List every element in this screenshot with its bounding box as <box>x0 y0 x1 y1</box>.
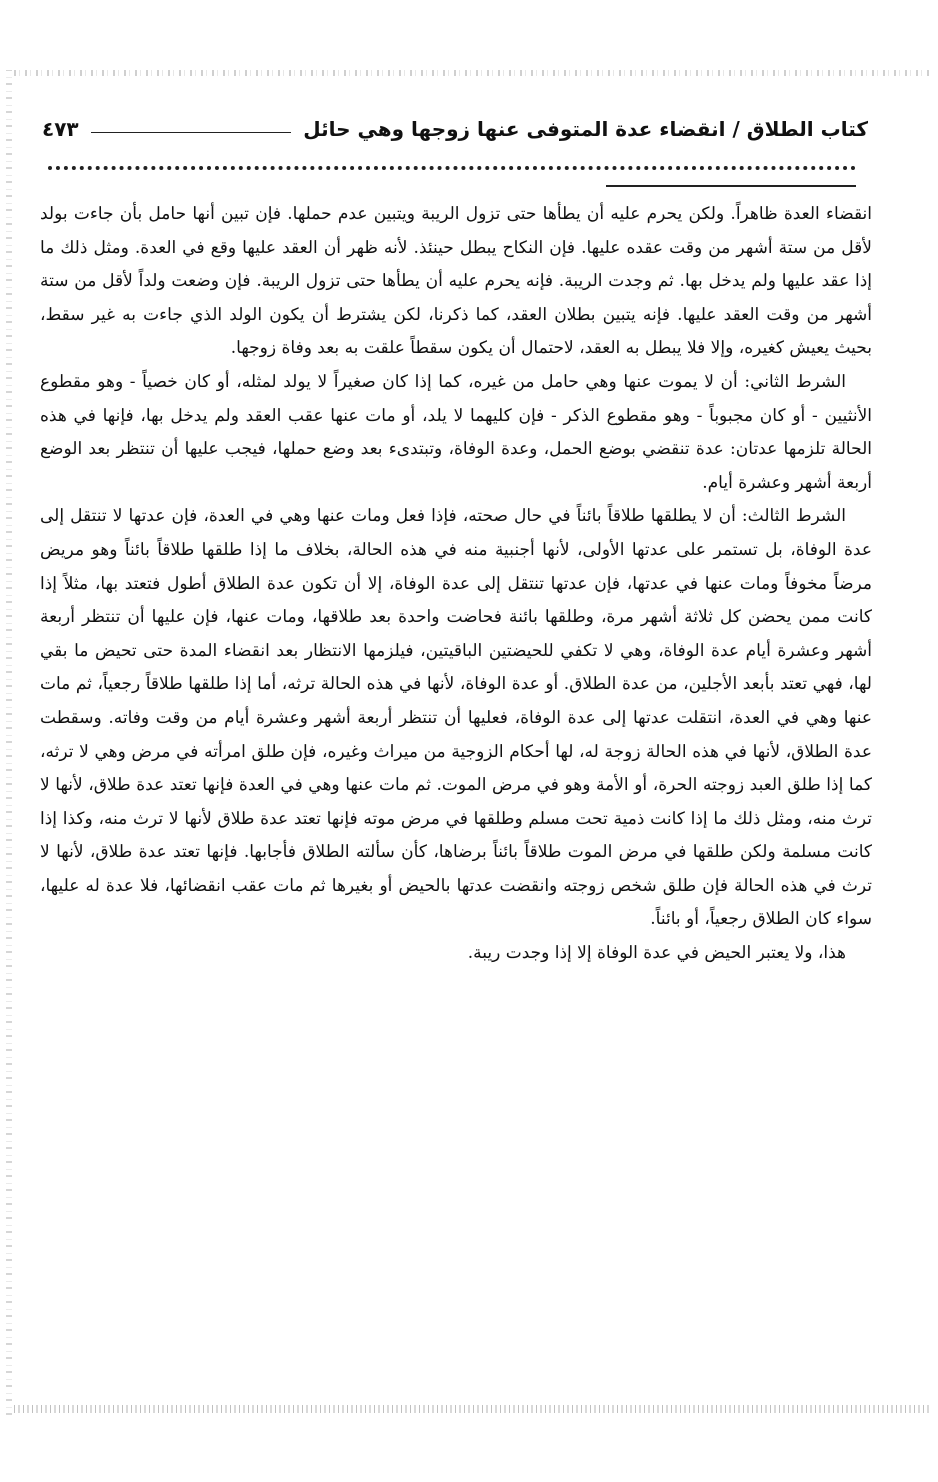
paragraph-condition-two: الشرط الثاني: أن لا يموت عنها وهي حامل من غيره، كما إذا كان صغيراً لا يولد لمثله، أو كان خصياً - وهو مقطوع الأنثيين - أو كان مجبوباً - وهو مقطوع الذكر - فإن كليهما لا يلد، أو مات عنها عقب العقد ولم يدخل بها، فإنها في هذه الحالة تلزمها عدتان: عدة تنقضي بوضع الحمل، وعدة الوفاة، وتبتدىء بعد وضع حملها، فيجب عليها أن تنتظر بعد الوضع أربعة أشهر وعشرة أيام. <box>40 371 872 493</box>
running-header <box>42 112 868 146</box>
solid-separator <box>606 185 856 187</box>
page-number: ٤٧٣ <box>42 117 79 141</box>
running-header-title: كتاب الطلاق / انقضاء عدة المتوفى عنها زوجها وهي حائل <box>303 117 868 141</box>
paragraph-closing: هذا، ولا يعتبر الحيض في عدة الوفاة إلا إذا وجدت ريبة. <box>467 943 846 964</box>
scan-edge-left <box>6 70 12 1415</box>
dotted-separator <box>48 166 856 170</box>
scan-edge-bottom <box>14 1405 930 1413</box>
body-text <box>40 198 872 971</box>
header-rule <box>91 132 292 133</box>
paragraph-condition-three: الشرط الثالث: أن لا يطلقها طلاقاً بائناً في حال صحته، فإذا فعل ومات عنها وهي في العدة، فإن عدتها لا تنتقل إلى عدة الوفاة، بل تستمر على عدتها الأولى، لأنها أجنبية منه في هذه الحالة، بخلاف ما إذا طلقها طلاقاً بائناً وهو مريض مرضاً مخوفاً ومات عنها في عدتها، فإن عدتها تنتقل إلى عدة الوفاة، إلا أن تكون عدة الطلاق أطول فتعتد بها، مثلاً إذا كانت ممن يحضن كل ثلاثة أشهر مرة، وطلقها بائنة فحاضت واحدة بعد طلاقها، ومات عنها، فإن عليها أن تنتظر أربعة أشهر وعشرة أيام عدة الوفاة، وهي لا تكفي للحيضتين الباقيتين، فيلزمها الانتظار بعد انقضاء المدة حتى تحيض ما بقي لها، فهي تعتد بأبعد الأجلين، من عدة الطلاق. أو عدة الوفاة، لأنها في هذه الحالة ترثه، أما إذا طلقها طلاقاً رجعياً، ثم مات عنها وهي في العدة، انتقلت عدتها إلى عدة الوفاة، فعليها أن تنتظر أربعة أشهر وعشرة أيام من وقت وفاته. وسقطت عدة الطلاق، لأنها في هذه الحالة زوجة له، لها أحكام الزوجية من ميراث وغيره، فإن طلق امرأته في مرض وهي لا ترثه، كما إذا طلق العبد زوجته الحرة، أو الأمة وهو في مرض الموت. ثم مات عنها وهي في العدة فإنها تعتد عدة طلاق، لأنها لا ترث منه، ومثل ذلك ما إذا كانت ذمية تحت مسلم وطلقها في مرض موته فإنها تعتد عدة طلاق لأنها لا ترث منه، وكذا إذا كانت مسلمة ولكن طلقها في مرض الموت طلاقاً بائناً برضاها، كأن سألته الطلاق فأجابها. فإنها تعتد عدة طلاق، لأنها لا ترث في هذه الحالة فإن طلق شخص زوجته وانقضت عدتها بالحيض أو بغيرها ثم مات عقب انقضائها، فلا عدة له عليها، سواء كان الطلاق رجعياً، أو بائناً. <box>40 506 872 930</box>
scan-edge-top <box>14 70 930 76</box>
paragraph-continuation: انقضاء العدة ظاهراً. ولكن يحرم عليه أن يطأها حتى تزول الريبة ويتبين عدم حملها. فإن تبين أنها حامل بأن جاءت بولد لأقل من ستة أشهر من وقت عقده عليها. فإن النكاح يبطل حينئذ. لأنه ظهر أن العقد عليها وقع في العدة. ومثل ذلك ما إذا عقد عليها ولم يدخل بها. ثم وجدت الريبة. فإنه يحرم عليه أن يطأها حتى تزول الريبة. فإن وضعت ولداً لأقل من ستة أشهر من وقت العقد عليها. فإنه يتبين بطلان العقد، كما ذكرنا، لكن يشترط أن يكون الولد الذي جاءت به غير سقط، بحيث يعيش كغيره، وإلا فلا يبطل به العقد، لاحتمال أن يكون سقطاً علقت به بعد وفاة زوجها. <box>40 204 872 359</box>
